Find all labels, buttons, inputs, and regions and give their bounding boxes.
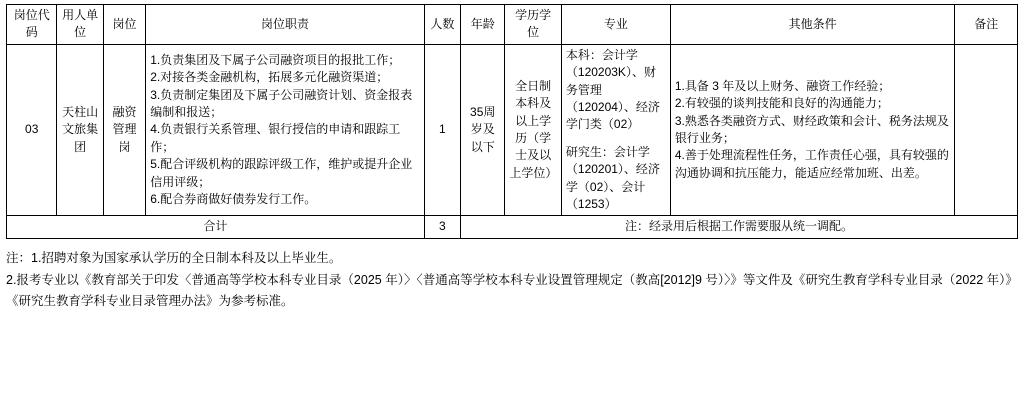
header-cell-education: 学历学位 <box>505 5 562 45</box>
cell-unit: 天柱山文旅集团 <box>57 44 103 216</box>
cell-code: 03 <box>7 44 57 216</box>
cell-count: 1 <box>424 44 460 216</box>
duty-line: 2.对接各类金融机构，拓展多元化融资渠道； <box>150 70 389 85</box>
header-cell-post: 岗位 <box>103 5 145 45</box>
table-total-row <box>7 216 1018 238</box>
duty-line: 5.配合评级机构的跟踪评级工作，维护或提升企业信用评级； <box>150 157 413 189</box>
header-cell-duties: 岗位职责 <box>146 5 424 45</box>
cell-duties <box>146 44 424 216</box>
other-line: 2.有较强的谈判技能和良好的沟通能力； <box>674 96 889 111</box>
cell-age: 35周岁及以下 <box>461 44 505 216</box>
other-line: 4.善于处理流程性任务，工作责任心强，具有较强的沟通协调和抗压能力，能适应经常加班、出差。 <box>674 148 949 180</box>
duty-line: 4.负责银行关系管理、银行授信的申请和跟踪工作； <box>150 122 401 154</box>
table-header-row <box>7 5 1018 45</box>
footnote-line-1: 注：1.招聘对象为国家承认学历的全日制本科及以上毕业生。 <box>6 250 342 265</box>
spacer <box>566 134 666 144</box>
duty-line: 6.配合券商做好债券发行工作。 <box>150 191 317 206</box>
header-cell-count: 人数 <box>424 5 460 45</box>
footnote-line-2: 2.报考专业以《教育部关于印发〈普通高等学校本科专业目录（2025 年）〉〈普通高等学校本科专业设置管理规定（教高[2012]9 号）〉》等文件及《研究生教育学科专业目录（2022 年）》《研究生教育学科专业目录管理办法》为参考标准。 <box>6 272 1018 309</box>
footnotes <box>6 248 1018 314</box>
job-positions-table <box>6 4 1018 239</box>
header-cell-age: 年龄 <box>461 5 505 45</box>
major-line: 研究生：会计学（120201）、经济学（02）、会计（1253） <box>565 144 660 211</box>
major-line: 本科：会计学（120203K）、财务管理（120204）、经济学门类（02） <box>565 47 660 132</box>
table-row <box>7 44 1018 216</box>
total-note: 注：经录用后根据工作需要服从统一调配。 <box>461 216 1018 238</box>
header-cell-remark: 备注 <box>955 5 1018 45</box>
cell-education: 全日制本科及以上学历（学士及以上学位） <box>505 44 562 216</box>
header-cell-code: 岗位代码 <box>7 5 57 45</box>
header-cell-major: 专业 <box>561 5 670 45</box>
other-line: 3.熟悉各类融资方式、财经政策和会计、税务法规及银行业务； <box>674 113 949 146</box>
total-value: 3 <box>424 216 460 238</box>
cell-major <box>561 44 670 216</box>
other-line: 1.具备 3 年及以上财务、融资工作经验； <box>674 78 891 93</box>
duty-line: 1.负责集团及下属子公司融资项目的报批工作； <box>150 52 401 67</box>
cell-post: 融资管理岗 <box>103 44 145 216</box>
header-cell-unit: 用人单位 <box>57 5 103 45</box>
total-label: 合计 <box>7 216 425 238</box>
duty-line: 3.负责制定集团及下属子公司融资计划、资金报表编制和报送； <box>150 87 413 119</box>
cell-other-conditions <box>670 44 955 216</box>
cell-remark <box>955 44 1018 216</box>
header-cell-other: 其他条件 <box>670 5 955 45</box>
